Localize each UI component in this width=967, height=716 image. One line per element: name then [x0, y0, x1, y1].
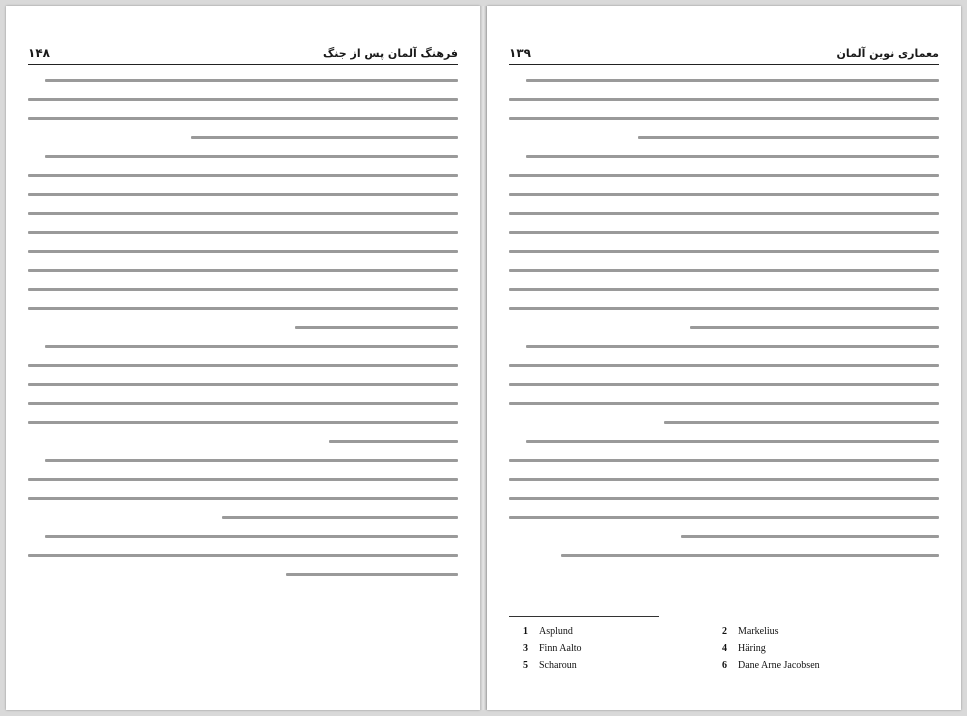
- text-line-placeholder: [28, 364, 458, 367]
- text-line-placeholder: [28, 231, 458, 234]
- text-line-placeholder: [690, 326, 939, 329]
- text-line-placeholder: [561, 554, 939, 557]
- text-line-placeholder: [509, 193, 939, 196]
- left-body-text: [28, 76, 458, 592]
- footnote: 5 Scharoun: [523, 660, 577, 671]
- text-line-placeholder: [191, 136, 458, 139]
- text-line-placeholder: [28, 383, 458, 386]
- text-line-placeholder: [28, 269, 458, 272]
- text-line-placeholder: [526, 155, 939, 158]
- text-line-placeholder: [509, 174, 939, 177]
- text-line-placeholder: [509, 364, 939, 367]
- text-line-placeholder: [28, 478, 458, 481]
- footnote: 2 Markelius: [722, 626, 779, 637]
- text-line-placeholder: [28, 288, 458, 291]
- text-line-placeholder: [45, 535, 458, 538]
- book-gutter: [480, 6, 487, 710]
- text-line-placeholder: [526, 440, 939, 443]
- text-line-placeholder: [45, 79, 458, 82]
- text-line-placeholder: [329, 440, 458, 443]
- text-line-placeholder: [509, 269, 939, 272]
- text-line-placeholder: [28, 193, 458, 196]
- text-line-placeholder: [509, 497, 939, 500]
- left-page: [6, 6, 480, 710]
- text-line-placeholder: [509, 250, 939, 253]
- text-line-placeholder: [638, 136, 939, 139]
- footnote: 6 Dane Arne Jacobsen: [722, 660, 820, 671]
- text-line-placeholder: [509, 478, 939, 481]
- text-line-placeholder: [28, 250, 458, 253]
- text-line-placeholder: [28, 402, 458, 405]
- text-line-placeholder: [509, 212, 939, 215]
- text-line-placeholder: [509, 383, 939, 386]
- left-running-head: [28, 44, 458, 65]
- left-page-number: ۱۴۸: [28, 46, 50, 60]
- text-line-placeholder: [28, 421, 458, 424]
- left-running-title: فرهنگ آلمان پس از جنگ: [322, 47, 458, 60]
- text-line-placeholder: [509, 402, 939, 405]
- text-line-placeholder: [45, 345, 458, 348]
- text-line-placeholder: [28, 497, 458, 500]
- text-line-placeholder: [28, 554, 458, 557]
- text-line-placeholder: [664, 421, 939, 424]
- text-line-placeholder: [509, 459, 939, 462]
- right-running-title: معماری نوین آلمان: [836, 47, 939, 60]
- text-line-placeholder: [286, 573, 458, 576]
- text-line-placeholder: [28, 307, 458, 310]
- text-line-placeholder: [28, 117, 458, 120]
- text-line-placeholder: [45, 155, 458, 158]
- text-line-placeholder: [509, 117, 939, 120]
- text-line-placeholder: [222, 516, 459, 519]
- text-line-placeholder: [526, 79, 939, 82]
- text-line-placeholder: [295, 326, 458, 329]
- text-line-placeholder: [28, 98, 458, 101]
- footnote: 3 Finn Aalto: [523, 643, 582, 654]
- text-line-placeholder: [28, 174, 458, 177]
- text-line-placeholder: [28, 212, 458, 215]
- footnote: 1 Asplund: [523, 626, 573, 637]
- text-line-placeholder: [509, 307, 939, 310]
- right-running-head: [509, 44, 939, 65]
- text-line-placeholder: [509, 516, 939, 519]
- text-line-placeholder: [681, 535, 939, 538]
- right-page-number: ۱۳۹: [509, 46, 531, 60]
- footnotes: [523, 626, 921, 671]
- text-line-placeholder: [526, 345, 939, 348]
- right-page: [487, 6, 961, 710]
- footnote: 4 Häring: [722, 643, 766, 654]
- text-line-placeholder: [509, 98, 939, 101]
- text-line-placeholder: [509, 288, 939, 291]
- text-line-placeholder: [45, 459, 458, 462]
- footnote-separator: [509, 616, 659, 617]
- right-body-text: [509, 76, 939, 573]
- text-line-placeholder: [509, 231, 939, 234]
